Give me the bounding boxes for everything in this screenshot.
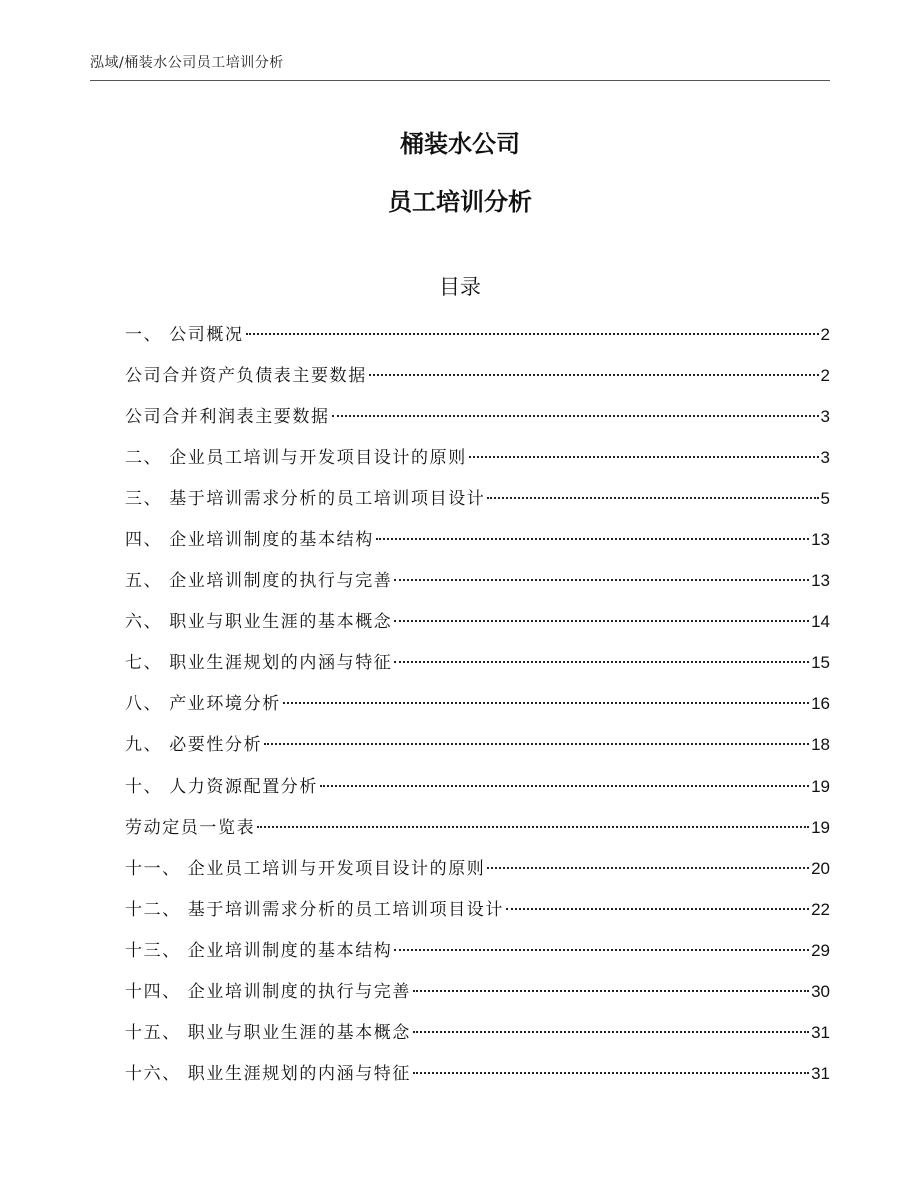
toc-dot-leader: [283, 702, 809, 704]
toc-entry-label[interactable]: 八、 产业环境分析: [125, 694, 281, 715]
toc-dot-leader: [246, 333, 819, 335]
toc-entry-label[interactable]: 十二、 基于培训需求分析的员工培训项目设计: [125, 899, 505, 920]
toc-entry[interactable]: [125, 323, 830, 364]
toc-entry-label[interactable]: 公司合并资产负债表主要数据: [125, 366, 367, 387]
toc-entry-page-number[interactable]: 19: [811, 817, 830, 837]
toc-entry[interactable]: [125, 405, 830, 446]
toc-entry-page-number[interactable]: 3: [820, 407, 830, 427]
toc-dot-leader: [394, 579, 809, 581]
toc-entry-label[interactable]: 五、 企业培训制度的执行与完善: [125, 571, 393, 592]
toc-entry-label[interactable]: 劳动定员一览表: [125, 817, 256, 838]
toc-entry-page-number[interactable]: 16: [811, 694, 830, 714]
toc-entry[interactable]: [125, 487, 830, 528]
toc-entry-page-number[interactable]: 30: [811, 981, 830, 1001]
toc-entry[interactable]: [125, 610, 830, 651]
document-title: 桶装水公司: [400, 130, 520, 158]
toc-entry[interactable]: [125, 446, 830, 487]
toc-dot-leader: [264, 743, 809, 745]
toc-entry-label[interactable]: 九、 必要性分析: [125, 735, 263, 756]
toc-entry-page-number[interactable]: 3: [820, 448, 830, 468]
toc-entry-page-number[interactable]: 18: [811, 735, 830, 755]
toc-dot-leader: [487, 867, 809, 869]
toc-entry-label[interactable]: 三、 基于培训需求分析的员工培训项目设计: [125, 489, 486, 510]
toc-entry-page-number[interactable]: 31: [811, 1022, 830, 1042]
toc-entry[interactable]: [125, 1062, 830, 1103]
toc-dot-leader: [413, 990, 809, 992]
toc-dot-leader: [469, 456, 819, 458]
toc-entry-label[interactable]: 一、 公司概况: [125, 325, 244, 345]
toc-dot-leader: [394, 661, 809, 663]
toc-entry-page-number[interactable]: 5: [820, 489, 830, 509]
toc-entry[interactable]: [125, 364, 830, 405]
header-rule: [90, 80, 830, 81]
toc-entry[interactable]: [125, 898, 830, 939]
toc-dot-leader: [487, 497, 818, 499]
toc-entry[interactable]: [125, 651, 830, 692]
toc-entry-page-number[interactable]: 2: [820, 325, 830, 344]
toc-entry[interactable]: [125, 857, 830, 898]
toc-entry-label[interactable]: 七、 职业生涯规划的内涵与特征: [125, 653, 393, 674]
toc-entry-label[interactable]: 十六、 职业生涯规划的内涵与特征: [125, 1063, 412, 1084]
toc-entry-label[interactable]: 十、 人力资源配置分析: [125, 776, 319, 797]
toc-entry[interactable]: [125, 775, 830, 816]
toc-entry-page-number[interactable]: 19: [811, 776, 830, 796]
toc-entry-page-number[interactable]: 29: [811, 940, 830, 960]
toc-entry[interactable]: [125, 569, 830, 610]
toc-entry[interactable]: [125, 980, 830, 1021]
toc-dot-leader: [413, 1072, 809, 1074]
toc-entry-label[interactable]: 公司合并利润表主要数据: [125, 407, 330, 428]
toc-entry[interactable]: [125, 1021, 830, 1062]
toc-entry-label[interactable]: 十四、 企业培训制度的执行与完善: [125, 981, 412, 1002]
toc-dot-leader: [394, 949, 809, 951]
toc-dot-leader: [257, 826, 809, 828]
toc-entry-page-number[interactable]: 13: [811, 571, 830, 591]
toc-entry-label[interactable]: 十一、 企业员工培训与开发项目设计的原则: [125, 858, 486, 879]
table-of-contents: [125, 323, 830, 1103]
toc-entry-label[interactable]: 六、 职业与职业生涯的基本概念: [125, 612, 393, 633]
toc-entry-page-number[interactable]: 22: [811, 899, 830, 919]
toc-entry[interactable]: [125, 816, 830, 857]
toc-dot-leader: [332, 415, 819, 417]
toc-entry-label[interactable]: 二、 企业员工培训与开发项目设计的原则: [125, 448, 467, 469]
toc-entry[interactable]: [125, 733, 830, 774]
running-header: 泓域/桶装水公司员工培训分析: [90, 55, 284, 71]
toc-entry-label[interactable]: 四、 企业培训制度的基本结构: [125, 530, 374, 551]
toc-entry-page-number[interactable]: 20: [811, 858, 830, 878]
toc-dot-leader: [320, 785, 809, 787]
toc-entry-page-number[interactable]: 13: [811, 530, 830, 550]
toc-entry-label[interactable]: 十三、 企业培训制度的基本结构: [125, 940, 393, 961]
toc-dot-leader: [506, 908, 809, 910]
toc-entry-page-number[interactable]: 14: [811, 612, 830, 632]
toc-dot-leader: [376, 538, 809, 540]
toc-entry-page-number[interactable]: 31: [811, 1063, 830, 1083]
document-subtitle: 员工培训分析: [388, 188, 532, 216]
toc-dot-leader: [413, 1031, 809, 1033]
toc-entry-label[interactable]: 十五、 职业与职业生涯的基本概念: [125, 1022, 412, 1043]
toc-entry[interactable]: [125, 939, 830, 980]
toc-heading: 目录: [439, 275, 481, 299]
toc-entry-page-number[interactable]: 2: [820, 366, 830, 386]
toc-dot-leader: [369, 374, 819, 376]
toc-entry[interactable]: [125, 528, 830, 569]
toc-entry-page-number[interactable]: 15: [811, 653, 830, 673]
toc-entry[interactable]: [125, 692, 830, 733]
toc-dot-leader: [394, 620, 809, 622]
